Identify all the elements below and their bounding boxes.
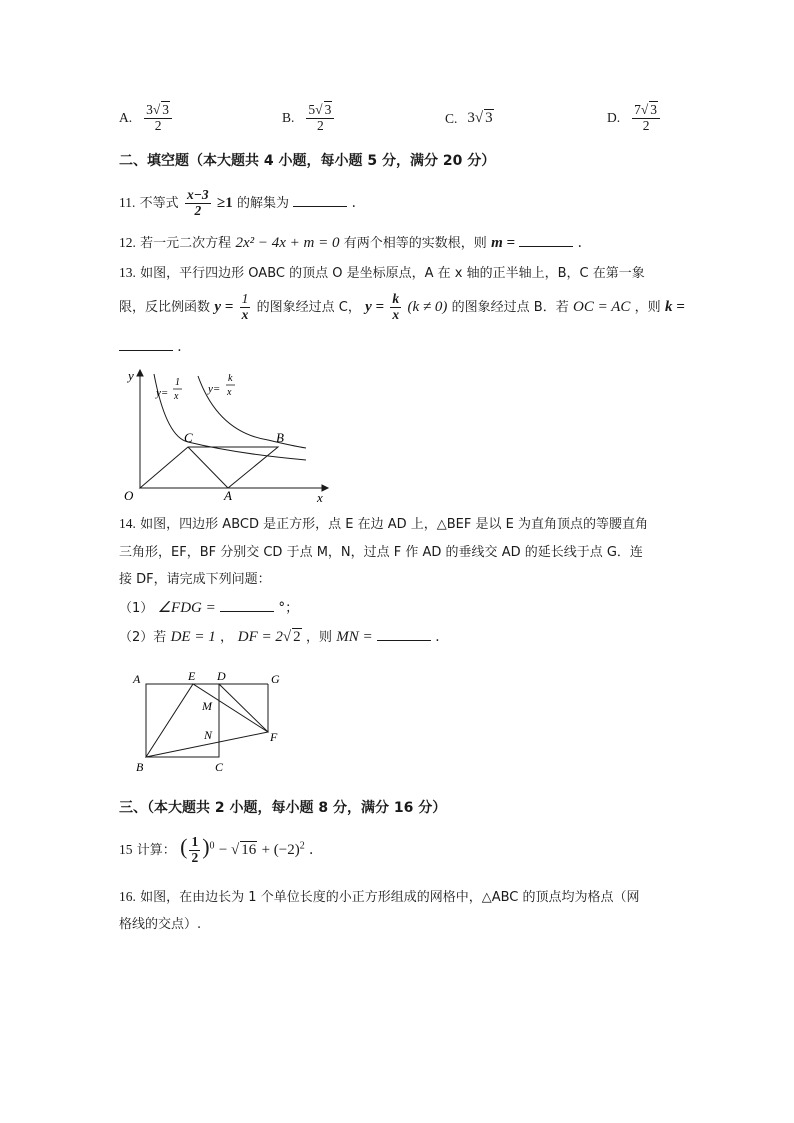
question-16-line-2: 格线的交点）. — [119, 917, 202, 932]
label-b: B — [276, 430, 284, 445]
option-a[interactable] — [119, 103, 174, 134]
option-c-value: 3√ 3 — [467, 110, 493, 126]
label-a: A — [224, 488, 232, 503]
question-14-line-2: 三角形，EF，BF 分别交 CD 于点 M，N，过点 F 作 AD 的垂线交 AD 的延长线于点 G．连 — [119, 545, 643, 560]
triangle-bef — [146, 684, 268, 757]
question-13-line-2: 限，反比例函数 y = $\frac{1}{x}$ 的图象经过点 C， y = $\frac{k}{x}$ (k ≠ 0) 的图象经过点 B．若 OC = AC ，则 k = — [119, 291, 685, 322]
curve-2-label-num: k — [228, 373, 233, 384]
question-14-part-2: （2）若 DE = 1 ， DF = 2√ 2 ，则 MN = . — [119, 629, 440, 645]
q14-part-1-blank[interactable] — [220, 599, 274, 612]
label-x: x — [317, 490, 323, 504]
label-d: D — [217, 669, 226, 683]
option-d-value: $\frac{7√ 3}{2}$ — [632, 103, 660, 134]
option-d-label: D. — [607, 110, 621, 126]
section-3-heading: 三、（本大题共 2 小题，每小题 8 分，满分 16 分） — [119, 800, 447, 816]
square-abcd — [146, 684, 219, 757]
figure-13 — [118, 362, 338, 504]
curve-1-label-num: 1 — [175, 377, 180, 388]
question-13-line-1: 13. 如图，平行四边形 OABC 的顶点 O 是坐标原点，A 在 x 轴的正半轴上，B，C 在第一象 — [119, 265, 645, 281]
option-a-value: $\frac{3√ 3}{2}$ — [144, 103, 172, 134]
label-o: O — [124, 488, 134, 503]
curve-2-label-prefix: y= — [208, 383, 221, 395]
question-11: 11. 不等式 $\frac{x-3}{2}$ ≥1 的解集为 . — [119, 187, 356, 218]
label-y: y — [128, 368, 134, 383]
segment-ac — [188, 447, 228, 488]
curve-2-label-den: x — [227, 387, 232, 398]
option-d[interactable] — [607, 103, 662, 134]
label-c: C — [215, 760, 224, 774]
label-e: E — [188, 669, 196, 683]
label-f: F — [270, 730, 278, 744]
curve-1-label-den: x — [174, 391, 179, 402]
question-16-line-1: 16. 如图，在由边长为 1 个单位长度的小正方形组成的网格中，△ABC 的顶点均为格点（网 — [119, 889, 640, 905]
option-a-label: A. — [119, 110, 133, 126]
option-b-label: B. — [282, 110, 295, 126]
q14-part-2-blank[interactable] — [377, 628, 431, 641]
question-12: 12. 若一元二次方程 2x² − 4x + m = 0 有两个相等的实数根，则 m = . — [119, 235, 582, 251]
label-c: C — [184, 430, 193, 445]
figure-14 — [130, 668, 290, 778]
question-15: 15 计算： ( $\frac{1}{2}$ )$^0$ − √ $16 + (-2)^2$ . — [119, 834, 314, 865]
label-g: G — [271, 672, 280, 686]
y-axis-arrow — [137, 370, 143, 376]
question-13-line-3: . — [119, 338, 182, 355]
q12-answer-blank[interactable] — [519, 234, 573, 247]
segment-df — [219, 684, 268, 732]
parallelogram-oabc — [140, 447, 278, 488]
label-b: B — [136, 760, 144, 774]
label-a: A — [133, 672, 141, 686]
question-14-line-1: 14. 如图，四边形 ABCD 是正方形，点 E 在边 AD 上，△BEF 是以 E 为直角顶点的等腰直角 — [119, 516, 648, 532]
q11-fraction: $\frac{x-3}{2}$ — [186, 187, 209, 218]
label-m: M — [202, 699, 212, 713]
section-2-heading: 二、填空题（本大题共 4 小题，每小题 5 分，满分 20 分） — [119, 153, 496, 169]
curve-1-label-prefix: y= — [156, 387, 169, 399]
option-c[interactable] — [445, 110, 494, 127]
option-c-label: C. — [445, 110, 458, 126]
q11-answer-blank[interactable] — [293, 194, 347, 207]
option-b-value: $\frac{5√ 3}{2}$ — [306, 103, 334, 134]
question-14-line-3: 接 DF，请完成下列问题： — [119, 572, 271, 587]
question-14-part-1: （1） ∠FDG = °； — [119, 600, 299, 616]
label-n: N — [204, 728, 213, 742]
q13-answer-blank[interactable] — [119, 338, 173, 351]
option-b[interactable] — [282, 103, 336, 134]
x-axis-arrow — [322, 485, 328, 491]
